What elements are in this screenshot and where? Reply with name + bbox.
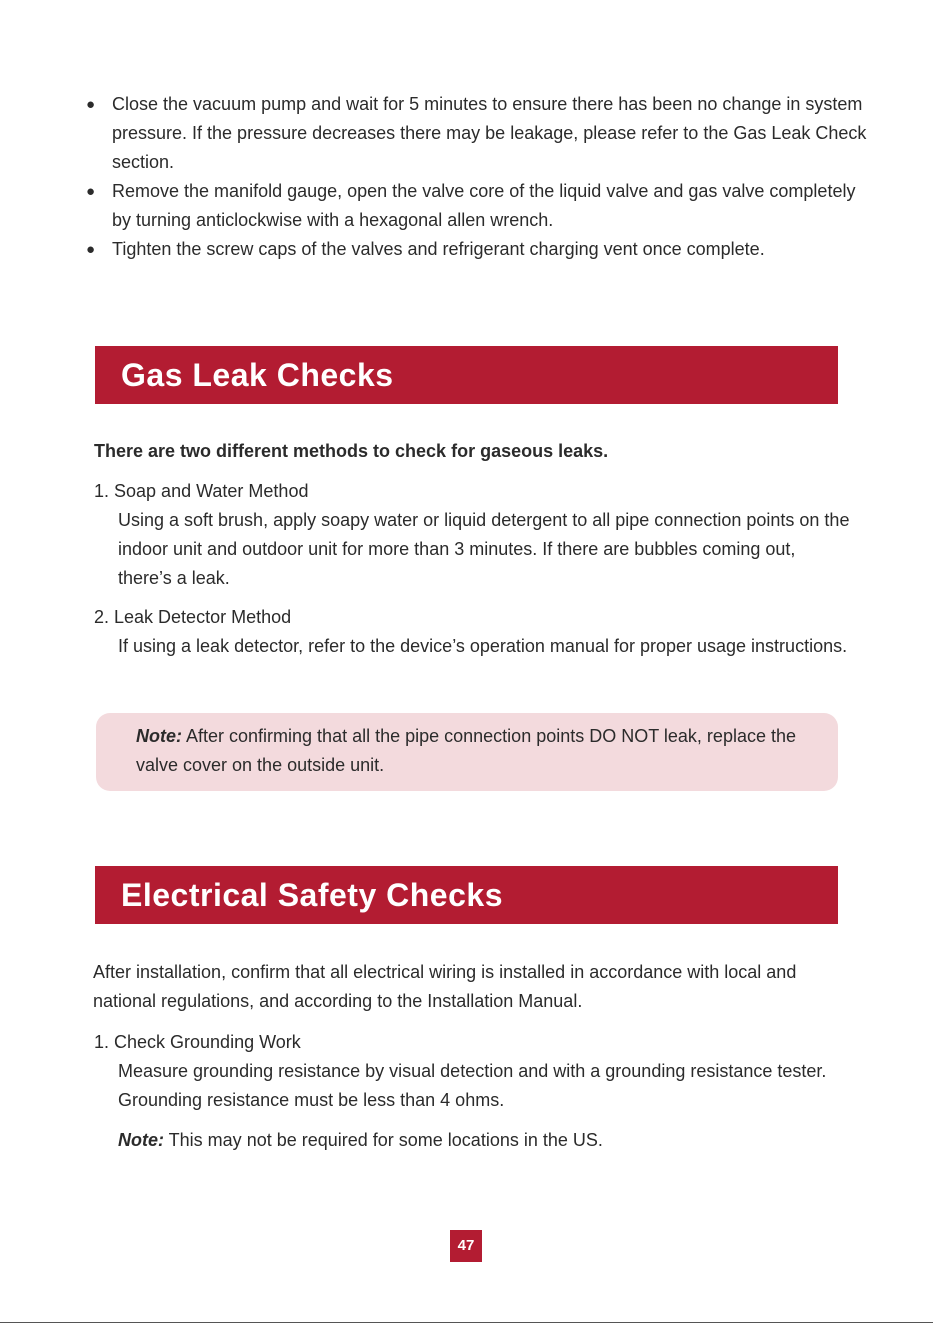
grounding-note bbox=[118, 1126, 603, 1154]
page-number-badge: 47 bbox=[450, 1230, 482, 1262]
bullet-item bbox=[86, 235, 876, 264]
procedure-bullet-list bbox=[86, 90, 876, 264]
method-description: Using a soft brush, apply soapy water or liquid detergent to all pipe connection points on the indoor unit and outdoor unit for more than 3 minutes. If there are bubbles coming out, there’s a leak. bbox=[118, 510, 850, 588]
method-title: 1. Soap and Water Method bbox=[94, 481, 309, 501]
bottom-divider bbox=[0, 1322, 933, 1323]
bullet-item bbox=[86, 90, 876, 177]
bullet-text: Tighten the screw caps of the valves and refrigerant charging vent once complete. bbox=[112, 239, 765, 259]
leak-detector-method bbox=[94, 603, 854, 661]
electrical-section-heading: Electrical Safety Checks bbox=[95, 866, 838, 924]
method-title: 2. Leak Detector Method bbox=[94, 607, 292, 627]
note-text: This may not be required for some locations in the US. bbox=[164, 1130, 603, 1150]
bullet-dot-icon: ● bbox=[86, 241, 96, 258]
electrical-intro: After installation, confirm that all electrical wiring is installed in accordance with local and national regulations, and according to the Installation Manual. bbox=[93, 962, 797, 1011]
method-title: 1. Check Grounding Work bbox=[94, 1032, 301, 1052]
soap-water-method bbox=[94, 477, 854, 593]
bullet-dot-icon: ● bbox=[86, 96, 96, 113]
note-label: Note: bbox=[136, 726, 182, 746]
gas-leak-intro: There are two different methods to check for gaseous leaks. bbox=[94, 441, 609, 461]
method-description: If using a leak detector, refer to the device’s operation manual for proper usage instructions. bbox=[118, 636, 848, 656]
bullet-dot-icon: ● bbox=[86, 183, 96, 200]
bullet-item bbox=[86, 177, 876, 235]
method-description: Measure grounding resistance by visual detection and with a grounding resistance tester. Grounding resistance must be less than 4 ohms. bbox=[118, 1061, 827, 1110]
gas-leak-note-box bbox=[96, 713, 838, 791]
bullet-text: Remove the manifold gauge, open the valve core of the liquid valve and gas valve completely by turning anticlockwise with a hexagonal allen wrench. bbox=[112, 181, 856, 230]
note-text: After confirming that all the pipe connection points DO NOT leak, replace the valve cover on the outside unit. bbox=[136, 726, 796, 775]
grounding-check-method bbox=[94, 1028, 854, 1115]
bullet-text: Close the vacuum pump and wait for 5 minutes to ensure there has been no change in system pressure. If the pressure decreases there may be leakage, please refer to the Gas Leak Check section. bbox=[112, 94, 867, 172]
note-label: Note: bbox=[118, 1130, 164, 1150]
gas-leak-section-heading: Gas Leak Checks bbox=[95, 346, 838, 404]
